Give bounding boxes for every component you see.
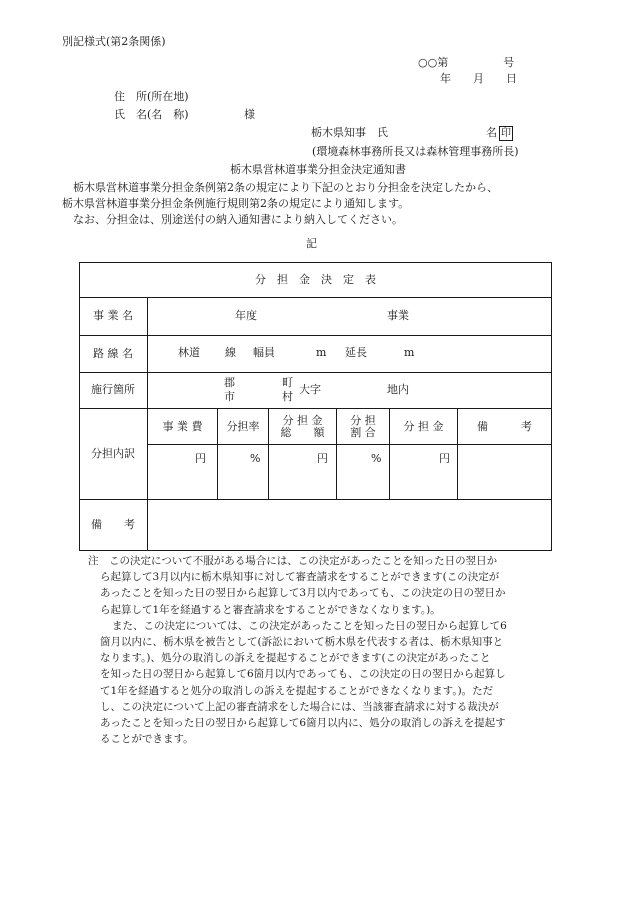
route-name-label: 路 線 名 [93,346,133,360]
note-line: し、この決定について上記の審査請求をした場合には、当該審査請求に対する裁決が [100,700,499,713]
unit-percent: % [371,452,382,465]
ki-mark: 記 [306,237,317,250]
form-label: 別記様式(第2条関係) [62,35,166,48]
document-title: 栃木県営林道事業分担金決定通知書 [230,163,406,176]
note-line: を知った日の翌日から起算して6箇月以内であっても、この決定の日の翌日から起算し [100,668,506,681]
note-line: て1年を経過すると処分の取消しの訴えを提起することができなくなります。)。ただ [100,684,494,697]
note-line: 箇月以内に、栃木県を被告として(訴訟において栃木県を代表する者は、栃木県知事と [100,636,504,649]
unit-percent: % [250,452,261,465]
header-share-total: 分 担 金 総 額 [280,413,325,439]
table-border [79,550,552,551]
note-line: あったことを知った日の翌日から起算して6箇月以内に、処分の取消しの訴えを提起す [100,717,506,730]
note-text [88,553,507,747]
table-rule [79,297,552,298]
body-line: 栃木県営林道事業分担金条例第2条の規定により下記のとおり分担金を決定したから、 [73,181,498,194]
table-rule [79,335,552,336]
body-line: 栃木県営林道事業分担金条例施行規則第2条の規定により通知します。 [62,197,410,210]
table-rule [79,372,552,373]
route-road: 林道 [178,346,200,359]
route-length-label: 延長 [345,346,367,359]
route-length-unit: m [404,346,415,359]
seal-mark: 印 [501,128,511,139]
location-oaza: 大字 [299,383,321,396]
project-year: 年度 [235,309,257,322]
breakdown-label: 分担内訳 [91,446,135,460]
location-shi: 市 [224,390,235,403]
note-line: また、この決定については、この決定があったことを知った日の翌日から起算して6 [112,619,507,632]
location-chinai: 地内 [387,383,409,396]
body-line: なお、分担金は、別途送付の納入通知書により納入してください。 [73,213,403,226]
table-rule [79,499,552,500]
remarks-label: 備 考 [91,517,135,531]
note-line: ら起算して3月以内に栃木県知事に対して審査請求をすることができます(この決定が [100,571,500,584]
note-line: 注 この決定について不服がある場合には、この決定があったことを知った日の翌日か [88,555,498,567]
note-line: あったことを知った日の翌日から起算して3月以内であっても、この決定の日の翌日か [100,587,506,600]
location-machi: 町 [282,376,293,389]
recipient-address-label: 住 所(所在地) [114,90,189,103]
recipient-name-label: 氏 名(名 称) [114,108,189,121]
location-gun: 郡 [224,376,235,389]
location-mura: 村 [282,390,293,403]
document-number: ○○第 号 [418,56,515,69]
unit-yen: 円 [317,452,328,465]
unit-yen: 円 [439,452,450,465]
document-date: 年 月 日 [440,72,517,85]
table-rule [147,444,552,445]
header-share-amount: 分 担 金 [403,419,444,433]
header-project-cost: 事 業 費 [162,419,203,433]
route-width-label: 幅員 [253,346,275,359]
location-label: 施行箇所 [91,383,135,396]
note-line: ら起算して1年を経過すると審査請求をすることができなくなります。)。 [100,603,441,616]
route-line: 線 [225,346,236,359]
sender-title: 栃木県知事 氏 [311,126,388,139]
header-remarks: 備 考 [477,419,532,433]
table-title: 分 担 金 決 定 表 [255,272,376,286]
body-text [62,180,562,228]
header-share-rate: 分担率 [226,419,260,433]
project-suffix: 事業 [387,309,409,322]
unit-yen: 円 [195,452,206,465]
project-name-label: 事 業 名 [93,309,133,322]
recipient-honorific: 様 [244,108,255,121]
sender-name-char: 名 [486,126,497,139]
sender-office-note: (環境森林事務所長又は森林管理事務所長) [312,145,519,158]
allotment-table [79,262,552,551]
route-width-unit: m [316,346,327,359]
note-line: ることができます。 [100,733,194,746]
table-border [551,262,552,551]
sender-name-suffix [486,126,513,141]
header-share-ratio: 分 担 割 合 [350,413,376,439]
note-line: なります。)、処分の取消しの訴えを提起することができます(この決定があったこと [100,652,491,665]
